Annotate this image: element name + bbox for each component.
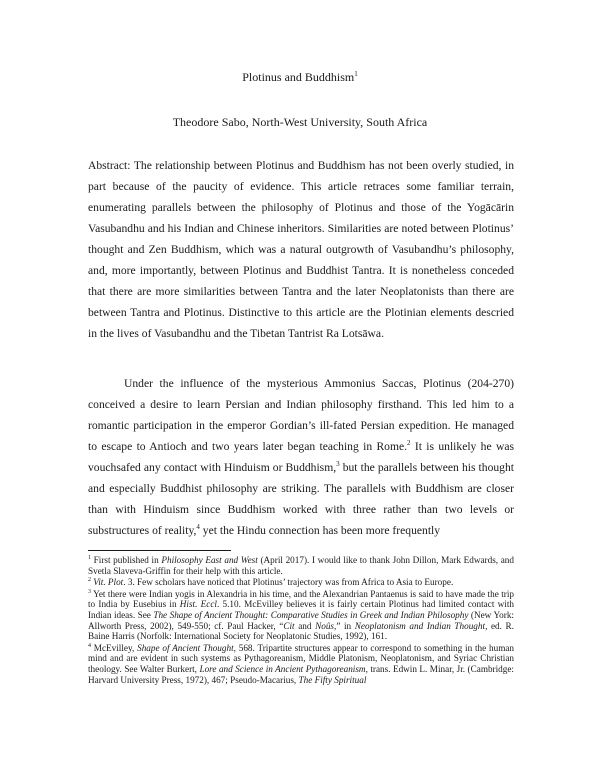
footnote-ref-4: 4 — [196, 523, 200, 532]
footnote-ref-3: 3 — [336, 460, 340, 469]
footnote-1: $^1$ First published in Philosophy East and West (April 2017). I would like to thank John Dillon, Mark Edwards, and Svetla Slaveva-Griffin for their help with this article. — [88, 554, 514, 576]
title-text: Plotinus and Buddhism — [242, 70, 355, 84]
body-paragraph: Under the influence of the mysterious Ammonius Saccas, Plotinus (204-270) conceived a desire to learn Persian and Indian philosophy firsthand. This led him to a romantic participation in the emperor Gordian’s ill-fated Persian expedition. He managed to escape to Antioch and two years later began teaching in Rome.$^2$ It is unlikely he was vouchsafed any contact with Hinduism or Buddhism,$^3$ but the parallels between his thought and especially Buddhist philosophy are striking. The parallels with Buddhism are closer than with Hinduism since Buddhism worked with three rather than two levels or substructures of reality,$^4$ yet the Hindu connection has been more frequently — [88, 377, 514, 537]
footnote-ref-1: 1 — [354, 70, 358, 78]
footnote-3: $^3$ Yet there were Indian yogis in Alexandria in his time, and the Alexandrian Pantaenus is said to have made the trip to India by Eusebius in Hist. Eccl. 5.10. McEvilley believes it is fairly certain Plotinus had limited contact with Indian ideas. See The Shape of Ancient Thought: Comparative Studies in Greek and Indian Philosophy (New York: Allworth Press, 2002), 549-550; cf. Paul Hacker, “Cit and Noûs,” in Neoplatonism and Indian Thought, ed. R. Baine Harris (Norfolk: International Society for Neoplatonic Studies, 1992), 161. — [88, 588, 514, 642]
author-line: Theodore Sabo, North-West University, South Africa — [172, 115, 428, 129]
abstract: Abstract: The relationship between Plotinus and Buddhism has not been overly studied, in part because of the paucity of evidence. This article retraces some familiar terrain, enumerating parallels between the philosophy of Plotinus and those of the Yogācārin Vasubandhu and his Indian and Chinese inheritors. Similarities are noted between Plotinus’ thought and Zen Buddhism, which was a natural outgrowth of Vasubandhu’s philosophy, and, more importantly, between Plotinus and Buddhist Tantra. It is nonetheless conceded that there are more similarities between Tantra and the later Neoplatonists than there are between Tantra and Plotinus. Distinctive to this article are the Plotinian elements descried in the lives of Vasubandhu and the Tibetan Tantrist Ra Lotsāwa. — [88, 159, 514, 340]
footnote-divider — [88, 550, 231, 551]
footnote-2: $^2$ Vit. Plot. 3. Few scholars have noticed that Plotinus’ trajectory was from Africa to Asia to Europe. — [88, 577, 454, 588]
footnote-ref-2: 2 — [407, 439, 411, 448]
footnote-4: $^4$ McEvilley, Shape of Ancient Thought, 568. Tripartite structures appear to correspond to something in the human mind and are evident in such systems as Pythagoreanism, Middle Platonism, Neoplatonism, and Syriac Christian theology. See Walter Burkert, Lore and Science in Ancient Pythagoreanism, trans. Edwin L. Minar, Jr. (Cambridge: Harvard University Press, 1972), 467; Pseudo-Macarius, The Fifty Spiritual — [88, 642, 515, 685]
paper-title — [0, 70, 600, 85]
footnotes — [88, 555, 514, 686]
